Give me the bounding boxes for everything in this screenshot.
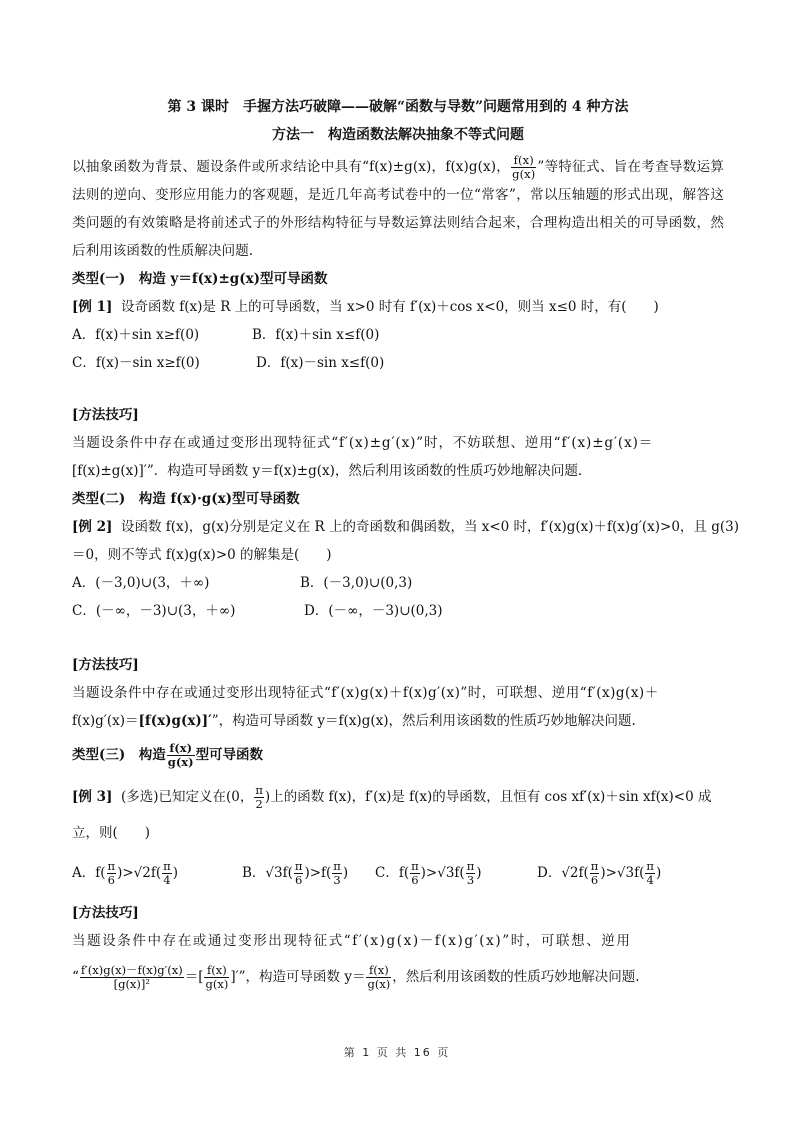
- type2-tip-heading: [方法技巧]: [72, 657, 139, 673]
- example2-option-b: B．(－3,0)∪(0,3): [300, 575, 413, 591]
- example2-options-row2: [72, 597, 724, 625]
- example1-text: 设奇函数 f(x)是 R 上的可导函数，当 x>0 时有 f′(x)＋cos x<0，则当 x≤0 时，有( ): [120, 299, 659, 315]
- type3-heading-end: 型可导函数: [195, 747, 264, 763]
- example3-text-end: )上的函数 f(x)，f′(x)是 f(x)的导函数，且恒有 cos xf′(x)＋sin xf(x)<0 成: [264, 789, 712, 805]
- type2-heading: 类型(二) 构造 f(x)·g(x)型可导函数: [72, 491, 300, 507]
- page-footer: 第 1 页 共 16 页: [343, 1046, 451, 1059]
- example3-stem-line2: 立，则( ): [72, 825, 151, 841]
- type3-tip-quotient-rule: $\frac{f'(x)g(x)-f(x)g'(x)}{\text{[g(x)]²}}$: [80, 963, 183, 991]
- type1-heading: 类型(一) 构造 y＝f(x)±g(x)型可导函数: [72, 271, 328, 287]
- type3-tip-line2: “ $\frac{f'(x)g(x)-f(x)g'(x)}{\text{[g(x)]²}}$ ＝[ $\frac{f(x)}{g(x)}$ ]′”，构造可导函数 y＝ $\frac{f(x)}{g(x)}$ ，然后利用该函数的性质巧妙地解决问题.: [72, 963, 640, 991]
- example2-options-row1: [72, 569, 724, 597]
- type1-tip-heading: [方法技巧]: [72, 407, 139, 423]
- example1-option-d: D．f(x)－sin x≤f(0): [256, 355, 385, 371]
- example2-text: 设函数 f(x)，g(x)分别是定义在 R 上的奇函数和偶函数，当 x<0 时，f′(x)g(x)＋f(x)g′(x)>0，且 g(3): [120, 519, 739, 535]
- intro-text-rest: 法则的逆向、变形应用能力的客观题，是近几年高考试卷中的一位“常客”，常以压轴题的形式出现，解答这类问题的有效策略是将前述式子的外形结构特征与导数运算法则结合起来，合理构造出相关的可导函数，然后利用该函数的性质解决问题.: [72, 187, 724, 259]
- example1-option-b: B．f(x)＋sin x≤f(0): [252, 327, 380, 343]
- example3-stem-line1: [72, 775, 724, 819]
- example2-stem-line1: [72, 513, 739, 541]
- type3-heading: [72, 735, 724, 775]
- example2-option-a: A．(－3,0)∪(3，＋∞): [72, 575, 210, 591]
- example1-option-c: C．f(x)－sin x≥f(0): [72, 355, 200, 371]
- example2-label: [例 2]: [72, 519, 113, 535]
- example3-text-start: (多选)已知定义在(0，: [120, 789, 254, 805]
- type2-tip-line2-start: f(x)g′(x)＝: [72, 713, 139, 729]
- example3-option-a: A．f( $\frac{\pi}{6}$ )>√2f( $\frac{\pi}{4}$ ): [72, 859, 178, 887]
- type1-tip-line2: [f(x)±g(x)]′”．构造可导函数 y＝f(x)±g(x)，然后利用该函数的性质巧妙地解决问题.: [72, 463, 583, 479]
- example3-interval-fraction: $\frac{\pi}{2}$: [255, 783, 263, 811]
- type3-tip-line1: 当题设条件中存在或通过变形出现特征式“f′(x)g(x)－f(x)g′(x)”时，可联想、逆用: [72, 933, 632, 949]
- type3-tip-heading: [方法技巧]: [72, 905, 139, 921]
- intro-text-mid: ”等特征式、旨在考查导数运算: [537, 159, 724, 175]
- example1-label: [例 1]: [72, 299, 113, 315]
- method-subtitle: 方法一 构造函数法解决抽象不等式问题: [272, 127, 524, 143]
- example3-option-c: C．f( $\frac{\pi}{6}$ )>√3f( $\frac{\pi}{3}$ ): [375, 859, 482, 887]
- example2-option-c: C．(－∞，－3)∪(3，＋∞): [72, 603, 236, 619]
- type3-heading-start: 类型(三) 构造: [72, 747, 166, 763]
- type3-heading-fraction: $\frac{f(x)}{g(x)}$: [167, 741, 194, 769]
- example3-options: [72, 851, 724, 895]
- example3-option-b: B．√3f( $\frac{\pi}{6}$ )>f( $\frac{\pi}{3}$ ): [242, 859, 349, 887]
- type2-tip-line2-end: ”，构造可导函数 y＝f(x)g(x)，然后利用该函数的性质巧妙地解决问题.: [211, 713, 636, 729]
- example1-options-row1: [72, 321, 724, 349]
- example2-stem-line2: ＝0，则不等式 f(x)g(x)>0 的解集是( ): [72, 547, 332, 563]
- example1-option-a: A．f(x)＋sin x≥f(0): [72, 327, 200, 343]
- type2-tip-line2: [72, 707, 724, 735]
- intro-fraction: $\frac{f(x)}{g(x)}$: [512, 153, 536, 181]
- example1-stem: [72, 293, 724, 321]
- intro-text-start: 以抽象函数为背景、题设条件或所求结论中具有“f(x)±g(x)，f(x)g(x)，: [72, 159, 511, 175]
- example3-label: [例 3]: [72, 789, 113, 805]
- lesson-title: 第 3 课时 手握方法巧破障——破解“函数与导数”问题常用到的 4 种方法: [167, 99, 629, 115]
- type1-tip-line1: 当题设条件中存在或通过变形出现特征式“f′(x)±g′(x)”时，不妨联想、逆用“f′(x)±g′(x)＝: [72, 435, 654, 451]
- type2-tip-line1: 当题设条件中存在或通过变形出现特征式“f′(x)g(x)＋f(x)g′(x)”时，可联想、逆用“f′(x)g(x)＋: [72, 685, 659, 701]
- type2-tip-derivative: [f(x)g(x)]′: [138, 713, 212, 729]
- example3-option-d: D．√2f( $\frac{\pi}{6}$ )>√3f( $\frac{\pi}{4}$ ): [537, 859, 662, 887]
- document-page: [72, 95, 739, 999]
- intro-paragraph: [72, 153, 724, 265]
- example2-option-d: D．(－∞，－3)∪(0,3): [304, 603, 443, 619]
- example1-options-row2: [72, 349, 724, 377]
